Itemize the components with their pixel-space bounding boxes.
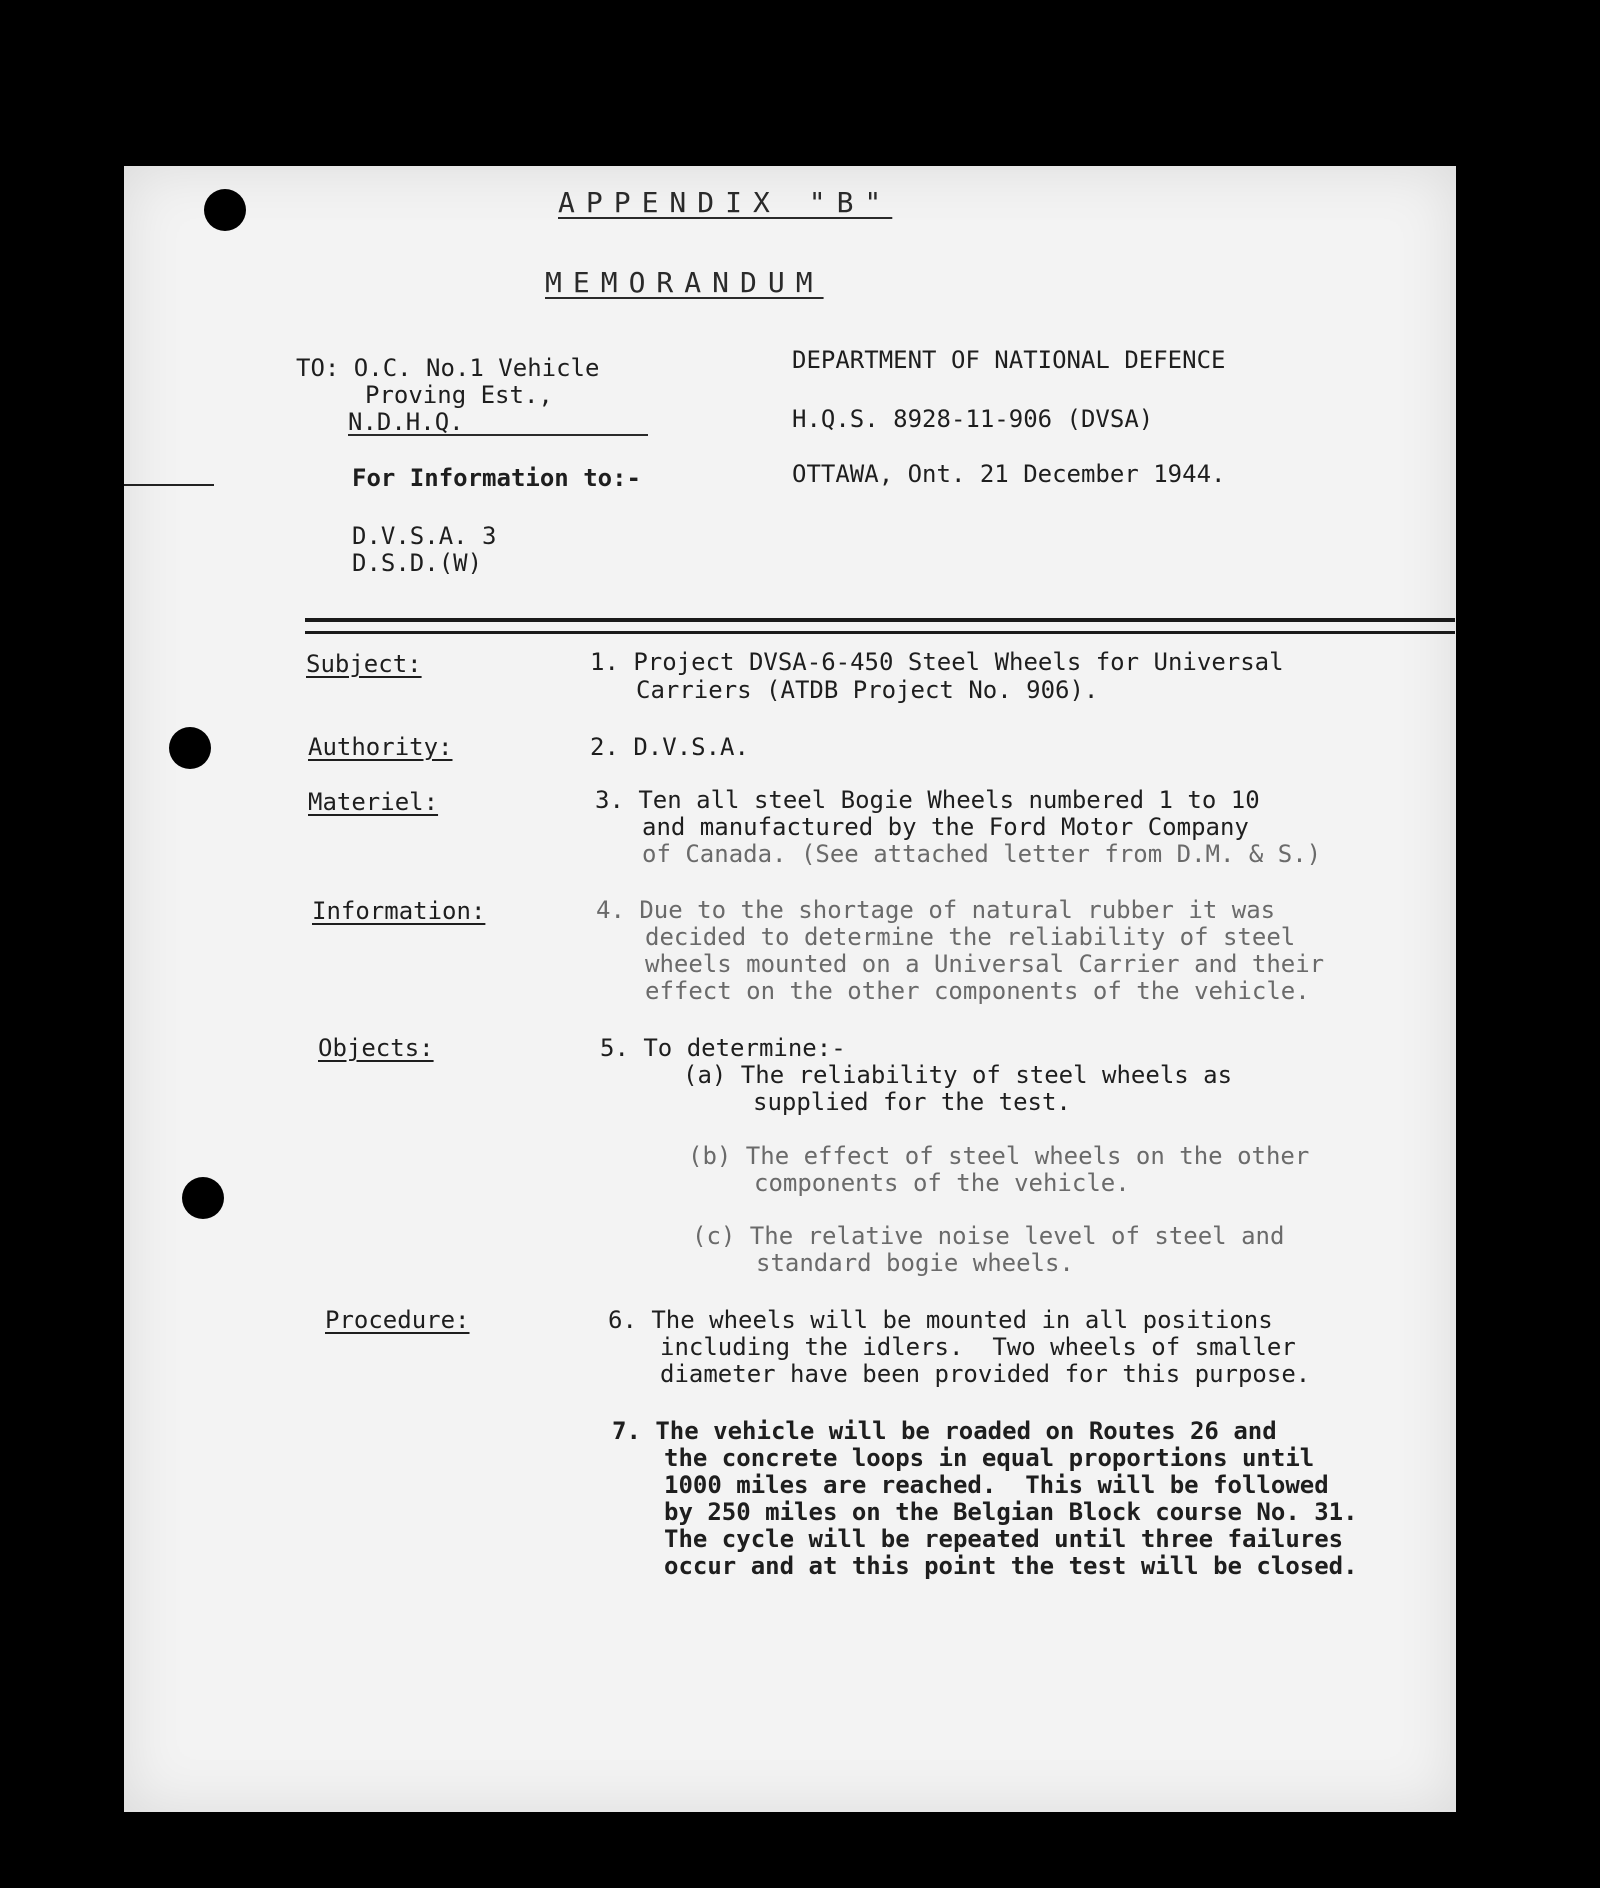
information-line-4: effect on the other components of the vehicle. [645, 977, 1310, 1005]
file-reference: H.Q.S. 8928-11-906 (DVSA) [792, 405, 1154, 433]
place-date: OTTAWA, Ont. 21 December 1944. [792, 460, 1226, 488]
objects-b-line-1: (b) The effect of steel wheels on the other [688, 1142, 1310, 1170]
margin-rule [124, 484, 214, 486]
procedure-7-line-4: by 250 miles on the Belgian Block course No. 31. [664, 1498, 1358, 1526]
to-line-2: Proving Est., [365, 381, 553, 409]
materiel-line-2: and manufactured by the Ford Motor Company [642, 813, 1249, 841]
objects-line-1: 5. To determine:- [600, 1034, 846, 1062]
subject-line-1: 1. Project DVSA-6-450 Steel Wheels for Universal [590, 648, 1284, 676]
objects-c-line-1: (c) The relative noise level of steel and [692, 1222, 1285, 1250]
department-name: DEPARTMENT OF NATIONAL DEFENCE [792, 346, 1226, 374]
information-label: Information: [312, 897, 486, 925]
procedure-7-line-1: 7. The vehicle will be roaded on Routes 26 and [612, 1417, 1277, 1445]
punch-hole-middle [169, 727, 211, 769]
information-line-1: 4. Due to the shortage of natural rubber it was [596, 896, 1276, 924]
objects-a-line-1: (a) The reliability of steel wheels as [683, 1061, 1233, 1089]
procedure-6-line-3: diameter have been provided for this purpose. [660, 1360, 1311, 1388]
objects-label: Objects: [318, 1034, 434, 1062]
information-line-2: decided to determine the reliability of steel [645, 923, 1296, 951]
section-divider [305, 618, 1455, 634]
subject-line-2: Carriers (ATDB Project No. 906). [636, 676, 1099, 704]
procedure-6-line-2: including the idlers. Two wheels of smaller [660, 1333, 1296, 1361]
info-line-2: D.S.D.(W) [352, 549, 483, 577]
punch-hole-top [204, 189, 246, 231]
procedure-7-line-5: The cycle will be repeated until three failures [664, 1525, 1344, 1553]
materiel-label: Materiel: [308, 788, 439, 816]
punch-hole-bottom [182, 1177, 224, 1219]
procedure-6-line-1: 6. The wheels will be mounted in all positions [608, 1306, 1273, 1334]
authority-line-1: 2. D.V.S.A. [590, 733, 749, 761]
address-underline [348, 434, 648, 436]
objects-b-line-2: components of the vehicle. [754, 1169, 1130, 1197]
to-line-1: TO: O.C. No.1 Vehicle [296, 354, 600, 382]
materiel-line-1: 3. Ten all steel Bogie Wheels numbered 1 to 10 [595, 786, 1260, 814]
objects-c-line-2: standard bogie wheels. [756, 1249, 1074, 1277]
memorandum-heading: MEMORANDUM [545, 266, 824, 299]
appendix-heading: APPENDIX "B" [558, 186, 893, 219]
objects-a-line-2: supplied for the test. [753, 1088, 1071, 1116]
procedure-7-line-2: the concrete loops in equal proportions until [664, 1444, 1315, 1472]
information-line-3: wheels mounted on a Universal Carrier and their [645, 950, 1325, 978]
info-label: For Information to:- [352, 464, 641, 492]
materiel-line-3: of Canada. (See attached letter from D.M. & S.) [642, 840, 1322, 868]
subject-label: Subject: [306, 650, 422, 678]
procedure-label: Procedure: [325, 1306, 470, 1334]
procedure-7-line-6: occur and at this point the test will be closed. [664, 1552, 1358, 1580]
authority-label: Authority: [308, 733, 453, 761]
info-line-1: D.V.S.A. 3 [352, 522, 497, 550]
to-line-3: N.D.H.Q. [348, 408, 464, 436]
procedure-7-line-3: 1000 miles are reached. This will be followed [664, 1471, 1329, 1499]
